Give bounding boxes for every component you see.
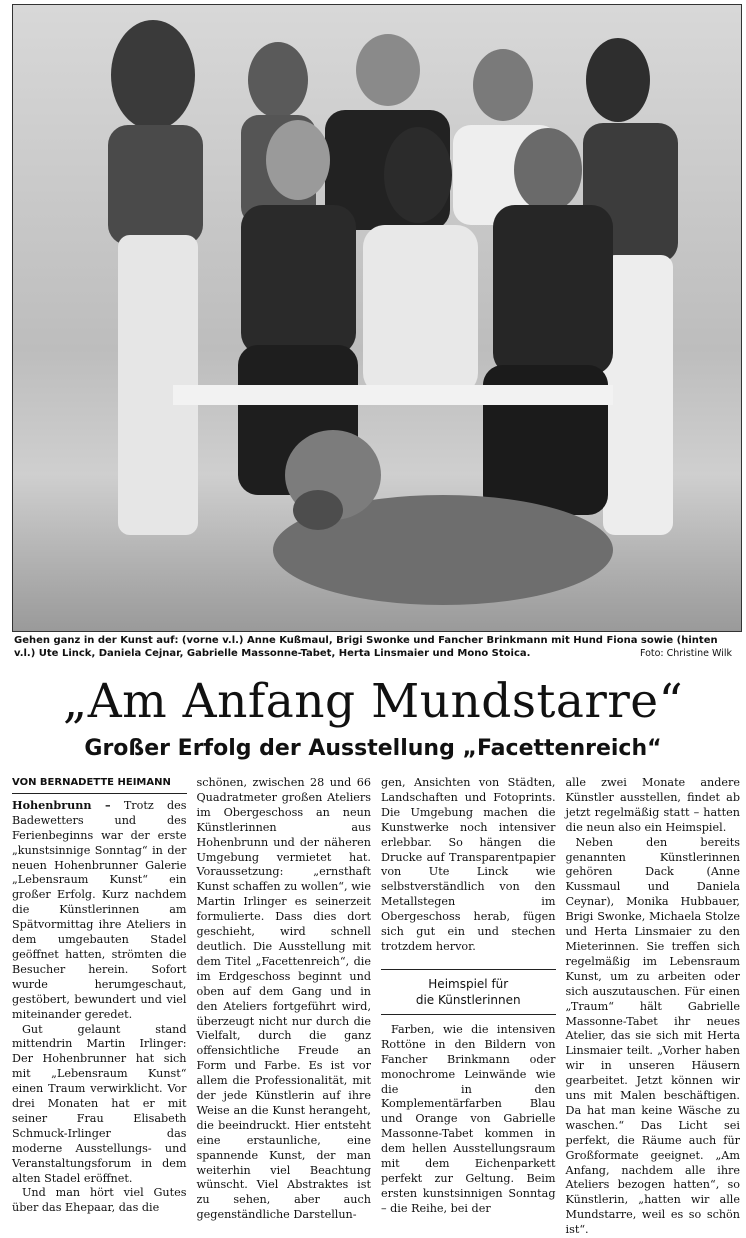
section-heading-line-2: die Künstlerinnen (415, 992, 521, 1007)
paragraph: Gut gelaunt stand mittendrin Martin Irlinger: Der Hohenbrunner hat sich mit „Lebensraum Kunst“ einen Traum verwirklicht. Vor drei Monaten hat er mit seiner Frau Elisabeth Schmuck-Irlinger das moderne Ausstellungs- und Veranstaltungsforum in dem alten Stadel eröffnet. (12, 1022, 187, 1185)
column-2 (197, 776, 372, 1238)
paragraph: Und man hört viel Gutes über das Ehepaar, das die (12, 1186, 187, 1215)
headline: „Am Anfang Mundstarre“ (62, 674, 684, 729)
subheadline: Großer Erfolg der Ausstellung „Facettenreich“ (84, 736, 662, 761)
paragraph (12, 798, 187, 1023)
caption-text: Gehen ganz in der Kunst auf: (vorne v.l.) Anne Kußmaul, Brigi Swonke und Fancher Brinkmann mit Hund Fiona sowie (hinten v.l.) Ute Linck, Daniela Cejnar, Gabrielle Massonne-Tabet, Herta Linsmaier und Mono Stoica. (14, 635, 718, 659)
paragraph: alle zwei Monate andere Künstler ausstellen, findet ab jetzt regelmäßig statt – hatten die neun also ein Heimspiel. (565, 776, 740, 834)
byline: VON BERNADETTE HEIMANN (12, 776, 187, 794)
paragraph: gen, Ansichten von Städten, Landschaften und Fotoprints. Die Umgebung machen die Kunstwerke noch intensiver erlebbar. So hängen die Drucke auf Transparentpapier von Ute Linck wie selbstverständlich von den Metallstegen im Obergeschoss herab, fügen sich gut ein und stechen trotzdem hervor. (381, 776, 556, 953)
paragraph: Farben, wie die intensiven Rottöne in den Bildern von Fancher Brinkmann oder monochrome Leinwände wie die in den Komplementärfarben Blau und Orange von Gabrielle Massonne-Tabet kommen in dem hellen Ausstellungsraum mit dem Eichenparkett perfekt zur Geltung. Beim ersten kunstsinnigen Sonntag – die Reihe, bei der (381, 1022, 556, 1215)
photo-caption (14, 634, 738, 660)
group-photo-illustration (13, 5, 741, 631)
dateline: Hohenbrunn – (12, 797, 111, 812)
paragraph: schönen, zwischen 28 und 66 Quadratmeter großen Ateliers im Obergeschoss an neun Künstlerinnen aus Hohenbrunn und der näheren Umgebung vermietet hat. Voraussetzung: „ernsthaft Kunst schaffen zu wollen“, wie Martin Irlinger es seinerzeit formulierte. Dass dies dort geschieht, wird schnell deutlich. Die Ausstellung mit dem Titel „Facettenreich“, die im Erdgeschoss beginnt und oben auf dem Gang und in den Ateliers fortgeführt wird, überzeugt nicht nur durch die Vielfalt, durch die ganz offensichtliche Freude an Form und Farbe. Es ist vor allem die Professionalität, mit der jede Künstlerin auf ihre Weise an die Kunst herangeht, die beeindruckt. Hier entsteht eine erstaunliche, eine spannende Kunst, der man weiterhin viel Beachtung wünscht. Viel Abstraktes ist zu sehen, aber auch gegenständliche Darstellun- (196, 776, 371, 1222)
column-1 (12, 776, 187, 1238)
section-heading-line-1: Heimspiel für (428, 976, 509, 991)
paragraph: Neben den bereits genannten Künstlerinnen gehören Dack (Anne Kussmaul und Daniela Ceynar), Monika Hubbauer, Brigi Swonke, Michaela Stolze und Herta Linsmaier zu den Mieterinnen. Sie treffen sich regelmäßig im Lebensraum Kunst, um zu arbeiten oder sich auszutauschen. Für einen „Traum“ hält Gabrielle Massonne-Tabet ihr neues Atelier, das sie sich mit Herta Linsmaier teilt. „Vorher haben wir in unseren Häusern gearbeitet. Jetzt können wir uns mit Malen beschäftigen. Da hat man keine Wäsche zu waschen.“ Das Licht sei perfekt, die Räume auch für Großformate geeignet. „Am Anfang, nachdem alle ihre Ateliers bezogen hatten“, so Künstlerin, „hatten wir alle Mundstarre, weil es so schön ist“. (565, 835, 740, 1237)
section-heading-box (381, 969, 556, 1015)
photo-credit: Foto: Christine Wilk (639, 648, 732, 659)
paragraph-text: Trotz des Badewetters und des Ferienbeginns war der erste „kunstsinnige Sonntag“ in der neuen Hohenbrunner Galerie „Lebensraum Kunst“ ein großer Erfolg. Kurz nachdem die Künstlerinnen am Spätvormittag ihre Ateliers in dem umgebauten Stadel geöffnet hatten, strömten die Besucher herein. Sofort wurde herumgeschaut, gestöbert, bewundert und viel miteinander geredet. (12, 798, 187, 1021)
column-4 (566, 776, 741, 1238)
article-body (12, 776, 740, 1237)
group-photo (12, 4, 742, 632)
column-3 (381, 776, 556, 1238)
